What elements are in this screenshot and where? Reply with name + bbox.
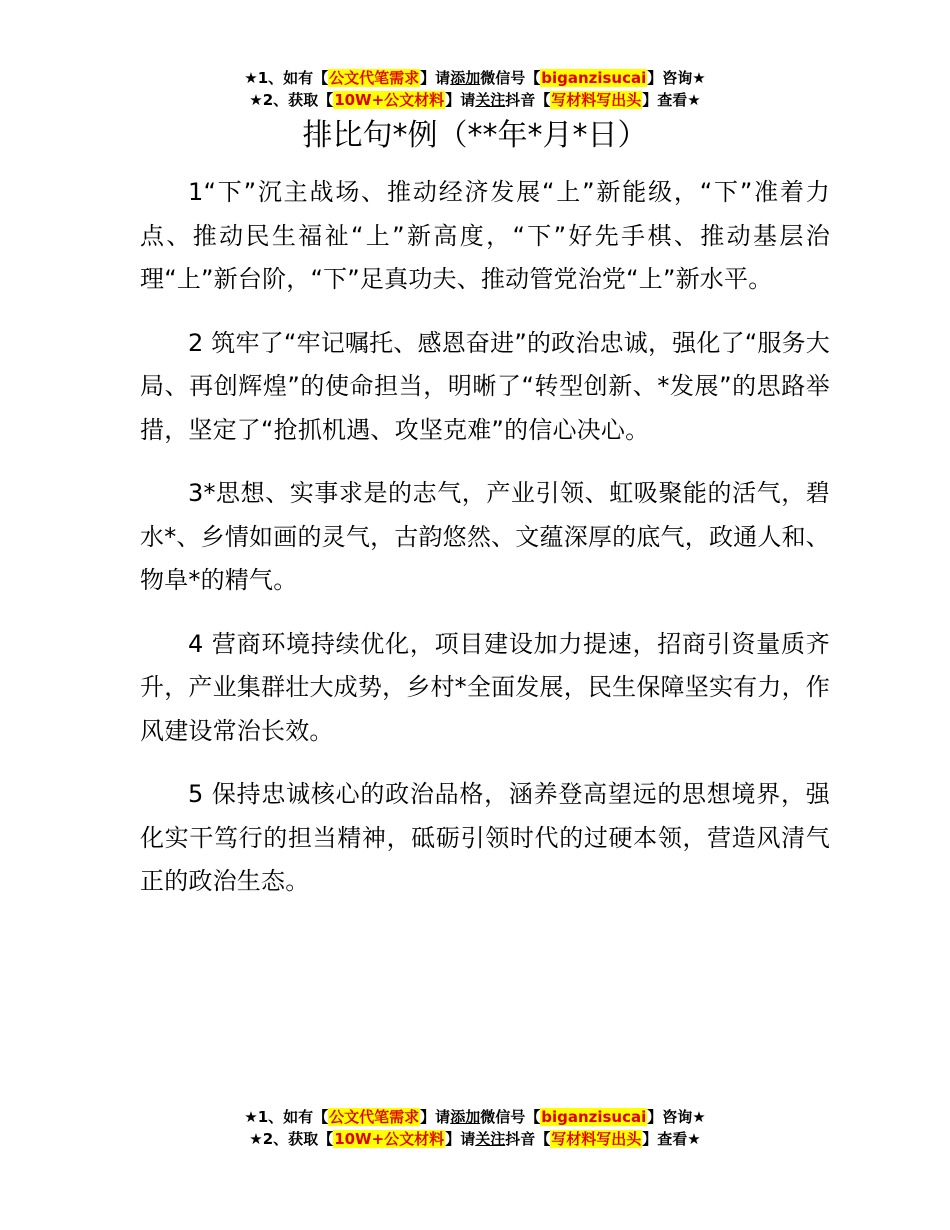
footer-banner (0, 1106, 950, 1150)
banner-text: 】咨询★ (647, 69, 706, 87)
paragraph-5: 5 保持忠诚核心的政治品格，涵养登高望远的思想境界，强化实干笃行的担当精神，砥砺引领时代的过硬本领，营造风清气正的政治生态。 (140, 780, 830, 895)
banner-line-1 (0, 67, 950, 89)
banner-text: ★2、获取【 (249, 1130, 334, 1148)
banner-highlight: biganzisucai (541, 1108, 647, 1126)
banner-line-2 (0, 1128, 950, 1150)
banner-text: 】请 (420, 1108, 451, 1126)
banner-text: 】请 (420, 69, 451, 87)
banner-text: 微信号【 (480, 69, 541, 87)
banner-line-1 (0, 1106, 950, 1128)
banner-text: 抖音【 (505, 1130, 551, 1148)
banner-text: 】查看★ (642, 1130, 701, 1148)
paragraph-3: 3*思想、实事求是的志气，产业引领、虹吸聚能的活气，碧水*、乡情如画的灵气，古韵悠然、文蕴深厚的底气，政通人和、物阜*的精气。 (140, 479, 830, 594)
banner-underline: 关注 (475, 1130, 506, 1148)
banner-highlight: 10W+公文材料 (334, 91, 445, 109)
banner-highlight: 公文代笔需求 (329, 69, 420, 87)
banner-underline: 关注 (475, 91, 506, 109)
paragraph-4: 4 营商环境持续优化，项目建设加力提速，招商引资量质齐升，产业集群壮大成势，乡村*全面发展，民生保障坚实有力，作风建设常治长效。 (140, 629, 830, 745)
document-body (140, 171, 830, 924)
paragraph-1: 1“下”沉主战场、推动经济发展“上”新能级，“下”准着力点、推动民生福祉“上”新高度，“下”好先手棋、推动基层治理“上”新台阶，“下”足真功夫、推动管党治党“上”新水平。 (140, 178, 830, 293)
header-banner (0, 67, 950, 111)
document-title: 排比句*例（**年*月*日） (302, 118, 648, 153)
banner-text: 】请 (445, 1130, 476, 1148)
banner-highlight: 写材料写出头 (551, 91, 642, 109)
banner-text: ★1、如有【 (244, 69, 329, 87)
banner-text: 微信号【 (480, 1108, 541, 1126)
banner-line-2 (0, 89, 950, 111)
banner-text: 】查看★ (642, 91, 701, 109)
banner-highlight: 10W+公文材料 (334, 1130, 445, 1148)
banner-highlight: biganzisucai (541, 69, 647, 87)
banner-text: ★2、获取【 (249, 91, 334, 109)
banner-underline: 添加 (450, 1108, 481, 1126)
banner-underline: 添加 (450, 69, 481, 87)
banner-text: 】咨询★ (647, 1108, 706, 1126)
banner-text: ★1、如有【 (244, 1108, 329, 1126)
banner-text: 】请 (445, 91, 476, 109)
banner-text: 抖音【 (505, 91, 551, 109)
banner-highlight: 公文代笔需求 (329, 1108, 420, 1126)
paragraph-2: 2 筑牢了“牢记嘱托、感恩奋进”的政治忠诚，强化了“服务大局、再创辉煌”的使命担当，明晰了“转型创新、*发展”的思路举措，坚定了“抢抓机遇、攻坚克难”的信心决心。 (140, 328, 830, 444)
banner-highlight: 写材料写出头 (551, 1130, 642, 1148)
